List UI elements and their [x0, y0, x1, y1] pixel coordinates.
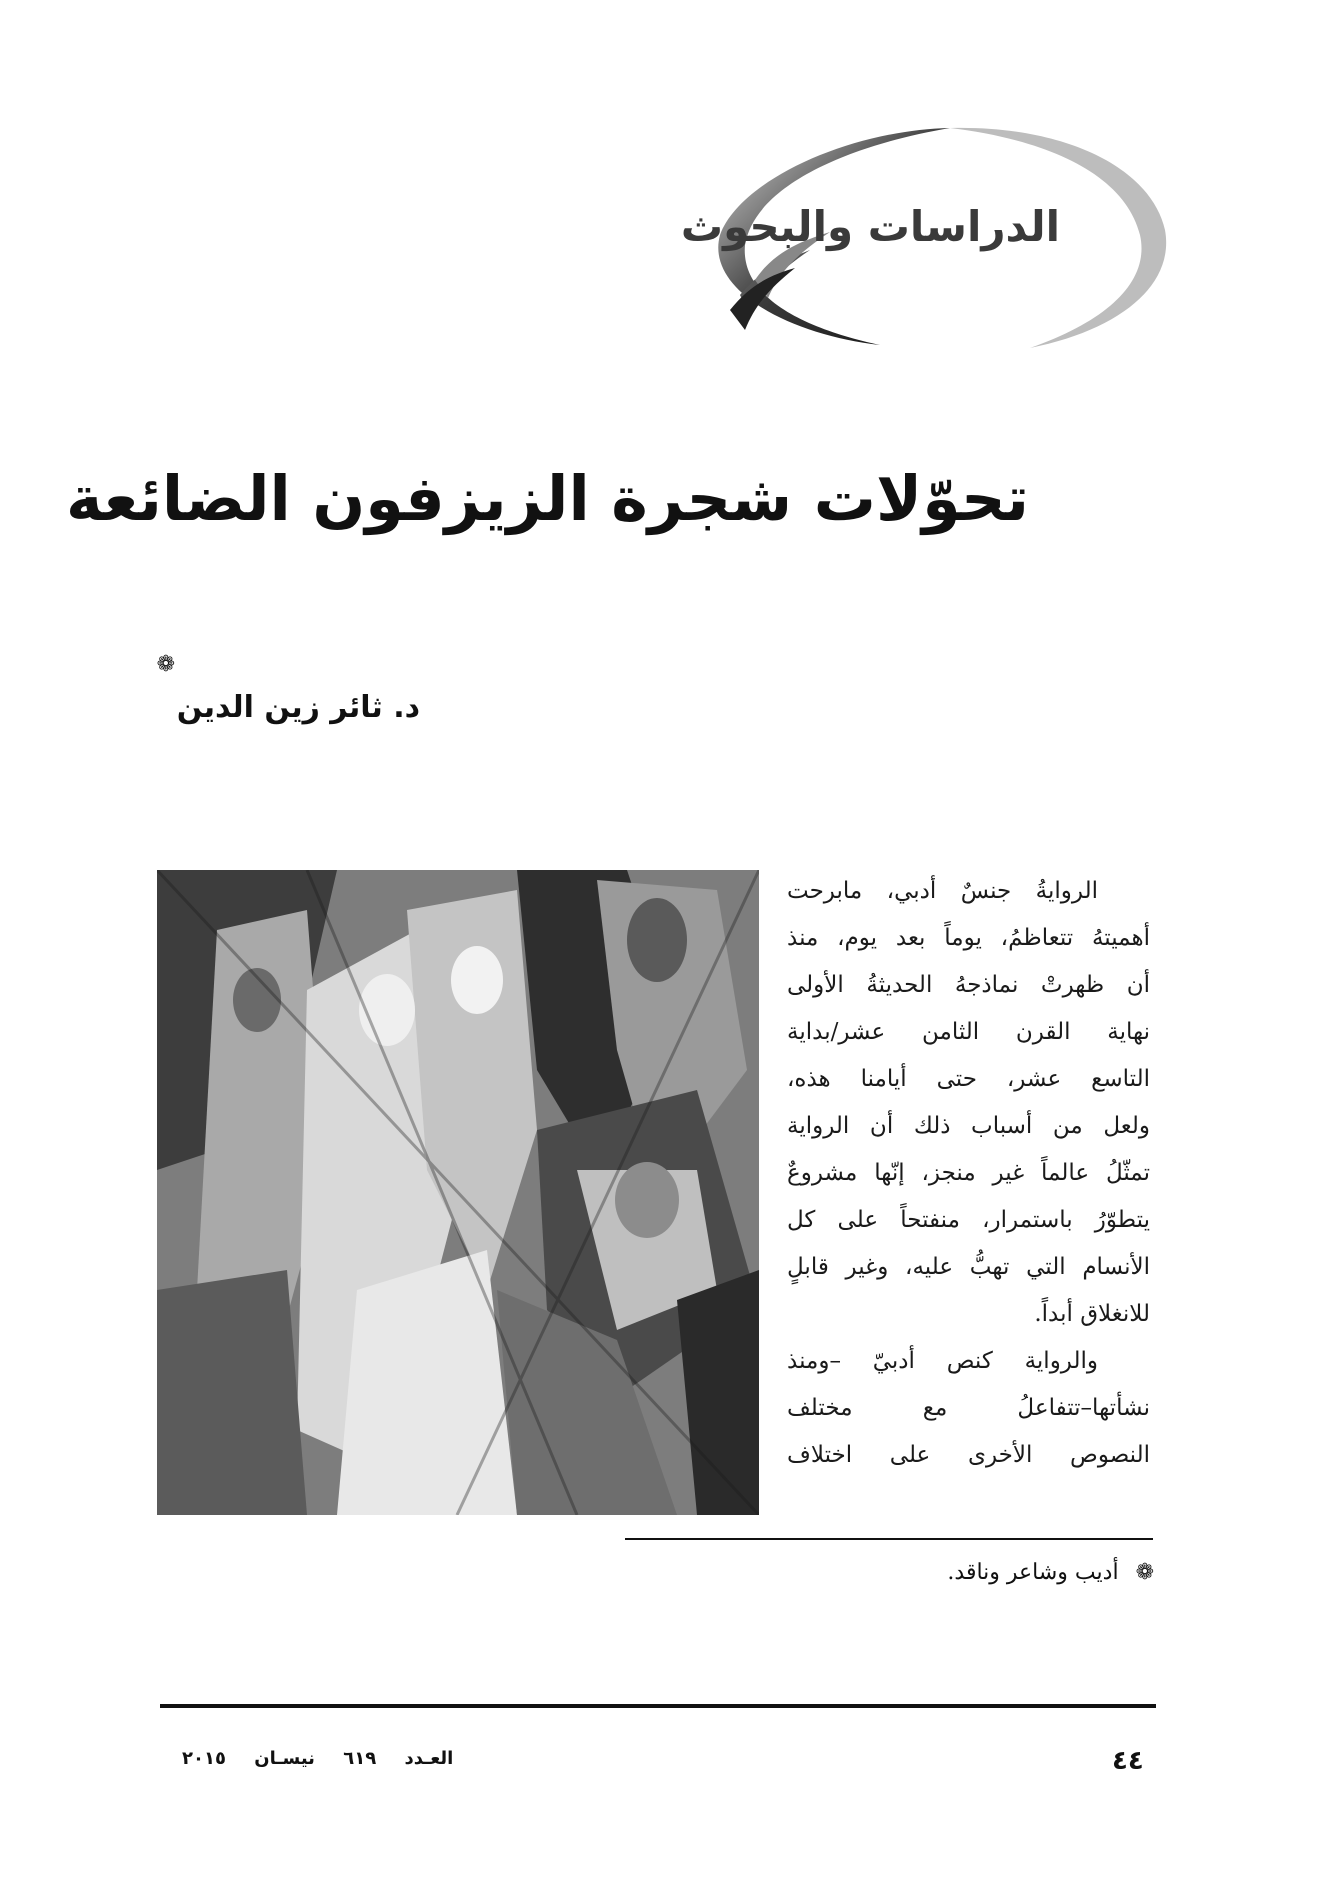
author-name: د. ثائر زين الدين: [176, 690, 420, 725]
body-line: والرواية كنص أدبيّ –ومنذ: [787, 1348, 1098, 1374]
footnote: [947, 1560, 1154, 1585]
issue-year: ٢٠١٥: [182, 1748, 226, 1769]
body-line: أن ظهرتْ نماذجهُ الحديثةُ الأولى: [787, 972, 1150, 998]
footer-divider: [160, 1704, 1156, 1708]
issue-info: [160, 1748, 453, 1769]
article-painting: [157, 870, 759, 1515]
issue-month: نيسـان: [254, 1748, 315, 1769]
author-flower-icon: ❁: [156, 652, 175, 677]
body-line: نشأتها–تتفاعلُ مع مختلف: [787, 1395, 1150, 1421]
body-line: يتطوّرُ باستمرار، منفتحاً على كل: [787, 1207, 1150, 1233]
footnote-text: أديب وشاعر وناقد.: [947, 1560, 1119, 1585]
section-name: الدراسات والبحوث: [680, 202, 1060, 251]
body-line: أهميتهُ تتعاظمُ، يوماً بعد يوم، منذ: [787, 925, 1150, 951]
body-line: التاسع عشر، حتى أيامنا هذه،: [787, 1066, 1150, 1092]
body-line: نهاية القرن الثامن عشر/بداية: [787, 1019, 1150, 1045]
body-line: ولعل من أسباب ذلك أن الرواية: [787, 1113, 1150, 1139]
body-line: النصوص الأخرى على اختلاف: [787, 1442, 1150, 1468]
section-logo: [680, 120, 1180, 360]
footnote-flower-icon: ❁: [1135, 1560, 1154, 1585]
body-text-column: [787, 868, 1150, 1479]
issue-label: العـدد: [404, 1748, 454, 1769]
body-line: الأنسام التي تهبُّ عليه، وغير قابلٍ: [787, 1254, 1150, 1280]
issue-number: ٦١٩: [343, 1748, 377, 1769]
body-line: للانغلاق أبداً.: [1034, 1301, 1150, 1327]
body-line: تمثّلُ عالماً غير منجز، إنّها مشروعٌ: [787, 1160, 1150, 1186]
article-title: تحوّلات شجرة الزيزفون الضائعة: [66, 462, 1029, 535]
footnote-divider: [625, 1538, 1153, 1540]
painting-image: [157, 870, 759, 1515]
page-number: ٤٤: [1112, 1746, 1144, 1776]
body-line: الروايةُ جنسٌ أدبي، مابرحت: [787, 878, 1098, 904]
